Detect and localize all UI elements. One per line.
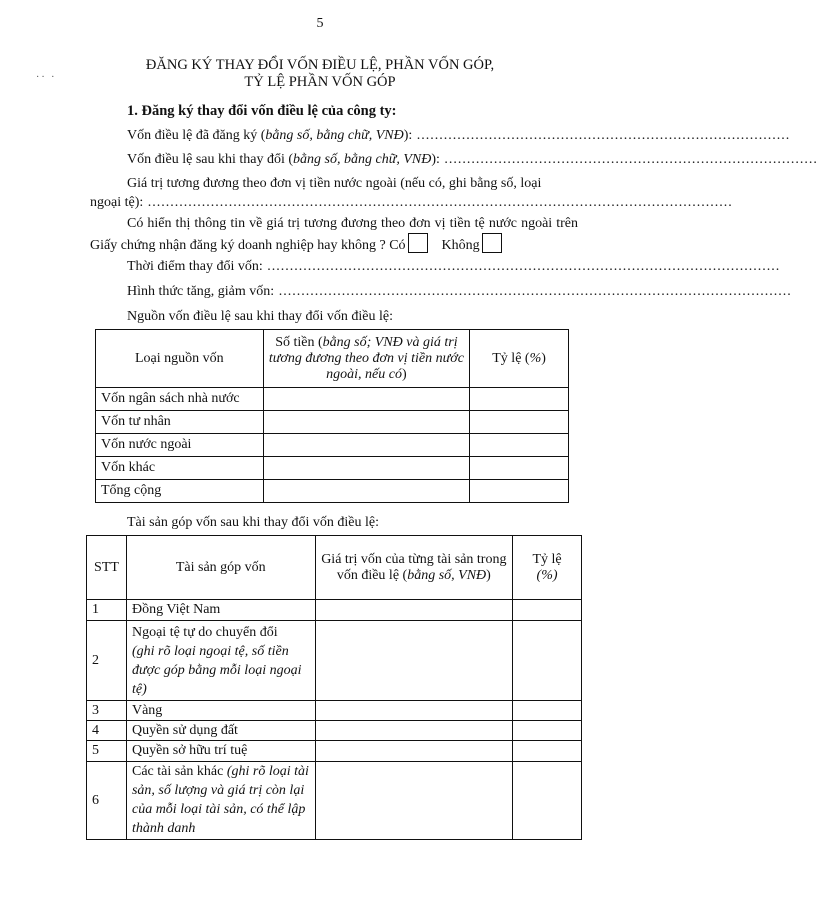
fill-dots: ...................................................................................	[412, 128, 791, 143]
ratio-cell[interactable]	[513, 762, 582, 840]
value-cell[interactable]	[315, 621, 513, 701]
ratio-cell[interactable]	[513, 621, 582, 701]
value-cell[interactable]	[315, 721, 513, 741]
stt-cell: 5	[87, 741, 127, 762]
ratio-cell[interactable]	[470, 411, 569, 434]
source-type-cell: Tổng cộng	[96, 480, 264, 503]
col-ratio: Tỷ lệ (%)	[513, 536, 582, 600]
foreign-equivalent-field[interactable]: ngoại tệ): ..................................................................................................................................	[90, 195, 733, 210]
table-row	[87, 762, 582, 840]
amount-cell[interactable]	[263, 457, 470, 480]
source-type-cell: Vốn ngân sách nhà nước	[96, 388, 264, 411]
asset-cell: Đồng Việt Nam	[126, 600, 315, 621]
stt-cell: 6	[87, 762, 127, 840]
table-row	[87, 621, 582, 701]
table-row	[87, 600, 582, 621]
col-stt: STT	[87, 536, 127, 600]
contributed-assets-table	[86, 535, 582, 840]
col-asset: Tài sản góp vốn	[126, 536, 315, 600]
foreign-equivalent-line1: Giá trị tương đương theo đơn vị tiền nước ngoài (nếu có, ghi bằng số, loại	[127, 176, 542, 191]
amount-cell[interactable]	[263, 434, 470, 457]
ratio-cell[interactable]	[470, 480, 569, 503]
ratio-cell[interactable]	[470, 457, 569, 480]
page-number: 5	[316, 16, 324, 31]
margin-marks: ·· ·	[36, 72, 57, 83]
source-type-cell: Vốn tư nhân	[96, 411, 264, 434]
page-title-line2: TỶ LỆ PHẦN VỐN GÓP	[244, 74, 396, 90]
table-row	[96, 457, 569, 480]
amount-cell[interactable]	[263, 388, 470, 411]
value-cell[interactable]	[315, 741, 513, 762]
no-checkbox[interactable]	[482, 233, 502, 253]
table-row	[87, 701, 582, 721]
source-type-cell: Vốn nước ngoài	[96, 434, 264, 457]
asset-table-caption: Tài sản góp vốn sau khi thay đổi vốn điều lệ:	[127, 515, 379, 530]
asset-cell: Quyền sở hữu trí tuệ	[126, 741, 315, 762]
value-cell[interactable]	[315, 701, 513, 721]
stt-cell: 3	[87, 701, 127, 721]
table-row	[96, 388, 569, 411]
source-type-cell: Vốn khác	[96, 457, 264, 480]
change-form-field[interactable]: Hình thức tăng, giảm vốn: ..................................................................................................................	[127, 284, 792, 299]
capital-source-table	[95, 329, 569, 503]
ratio-cell[interactable]	[513, 721, 582, 741]
table-row	[96, 434, 569, 457]
stt-cell: 1	[87, 600, 127, 621]
yes-checkbox[interactable]	[408, 233, 428, 253]
fill-dots: ..................................................................................................................................	[143, 195, 733, 210]
fill-dots: ...................................................................................	[439, 152, 818, 167]
col-value: Giá trị vốn của từng tài sản trong vốn điều lệ (bằng số, VNĐ)	[315, 536, 513, 600]
col-ratio: Tỷ lệ (%)	[470, 330, 569, 388]
col-source-type: Loại nguồn vốn	[96, 330, 264, 388]
asset-cell: Quyền sử dụng đất	[126, 721, 315, 741]
ratio-cell[interactable]	[513, 600, 582, 621]
section1-heading: 1. Đăng ký thay đổi vốn điều lệ của công ty:	[127, 103, 397, 119]
value-cell[interactable]	[315, 762, 513, 840]
stt-cell: 4	[87, 721, 127, 741]
ratio-cell[interactable]	[513, 741, 582, 762]
asset-cell: Vàng	[126, 701, 315, 721]
registered-capital-field[interactable]: Vốn điều lệ đã đăng ký ( bằng số, bằng chữ, VNĐ ): ...................................................................................	[127, 128, 791, 143]
amount-cell[interactable]	[263, 411, 470, 434]
col-amount: Số tiền (bằng số; VNĐ và giá trị tương đương theo đơn vị tiền nước ngoài, nếu có)	[263, 330, 470, 388]
value-cell[interactable]	[315, 600, 513, 621]
ratio-cell[interactable]	[470, 434, 569, 457]
table-row	[96, 480, 569, 503]
table-row	[87, 721, 582, 741]
table-header-row	[96, 330, 569, 388]
page-title-line1: ĐĂNG KÝ THAY ĐỔI VỐN ĐIỀU LỆ, PHẦN VỐN GÓP,	[145, 57, 495, 73]
capital-after-change-field[interactable]: Vốn điều lệ sau khi thay đổi ( bằng số, bằng chữ, VNĐ ): ...................................................................................	[127, 152, 818, 167]
ratio-cell[interactable]	[470, 388, 569, 411]
asset-cell: Ngoại tệ tự do chuyển đổi (ghi rõ loại ngoại tệ, số tiền được góp bằng mỗi loại ngoại tệ)	[126, 621, 315, 701]
asset-cell: Các tài sản khác (ghi rõ loại tài sản, số lượng và giá trị còn lại của mỗi loại tài sản, có thể lập thành danh	[126, 762, 315, 840]
display-foreign-question: Có hiển thị thông tin về giá trị tương đương theo đơn vị tiền tệ nước ngoài trên Giấy chứng nhận đăng ký doanh nghiệp hay không ? Có Không	[90, 216, 578, 253]
source-table-caption: Nguồn vốn điều lệ sau khi thay đổi vốn điều lệ:	[127, 309, 393, 324]
change-time-field[interactable]: Thời điểm thay đổi vốn: ..................................................................................................................	[127, 259, 781, 274]
table-row	[87, 741, 582, 762]
table-row	[96, 411, 569, 434]
ratio-cell[interactable]	[513, 701, 582, 721]
fill-dots: ..................................................................................................................	[274, 284, 792, 299]
amount-cell[interactable]	[263, 480, 470, 503]
fill-dots: ..................................................................................................................	[262, 259, 781, 274]
table-header-row	[87, 536, 582, 600]
stt-cell: 2	[87, 621, 127, 701]
